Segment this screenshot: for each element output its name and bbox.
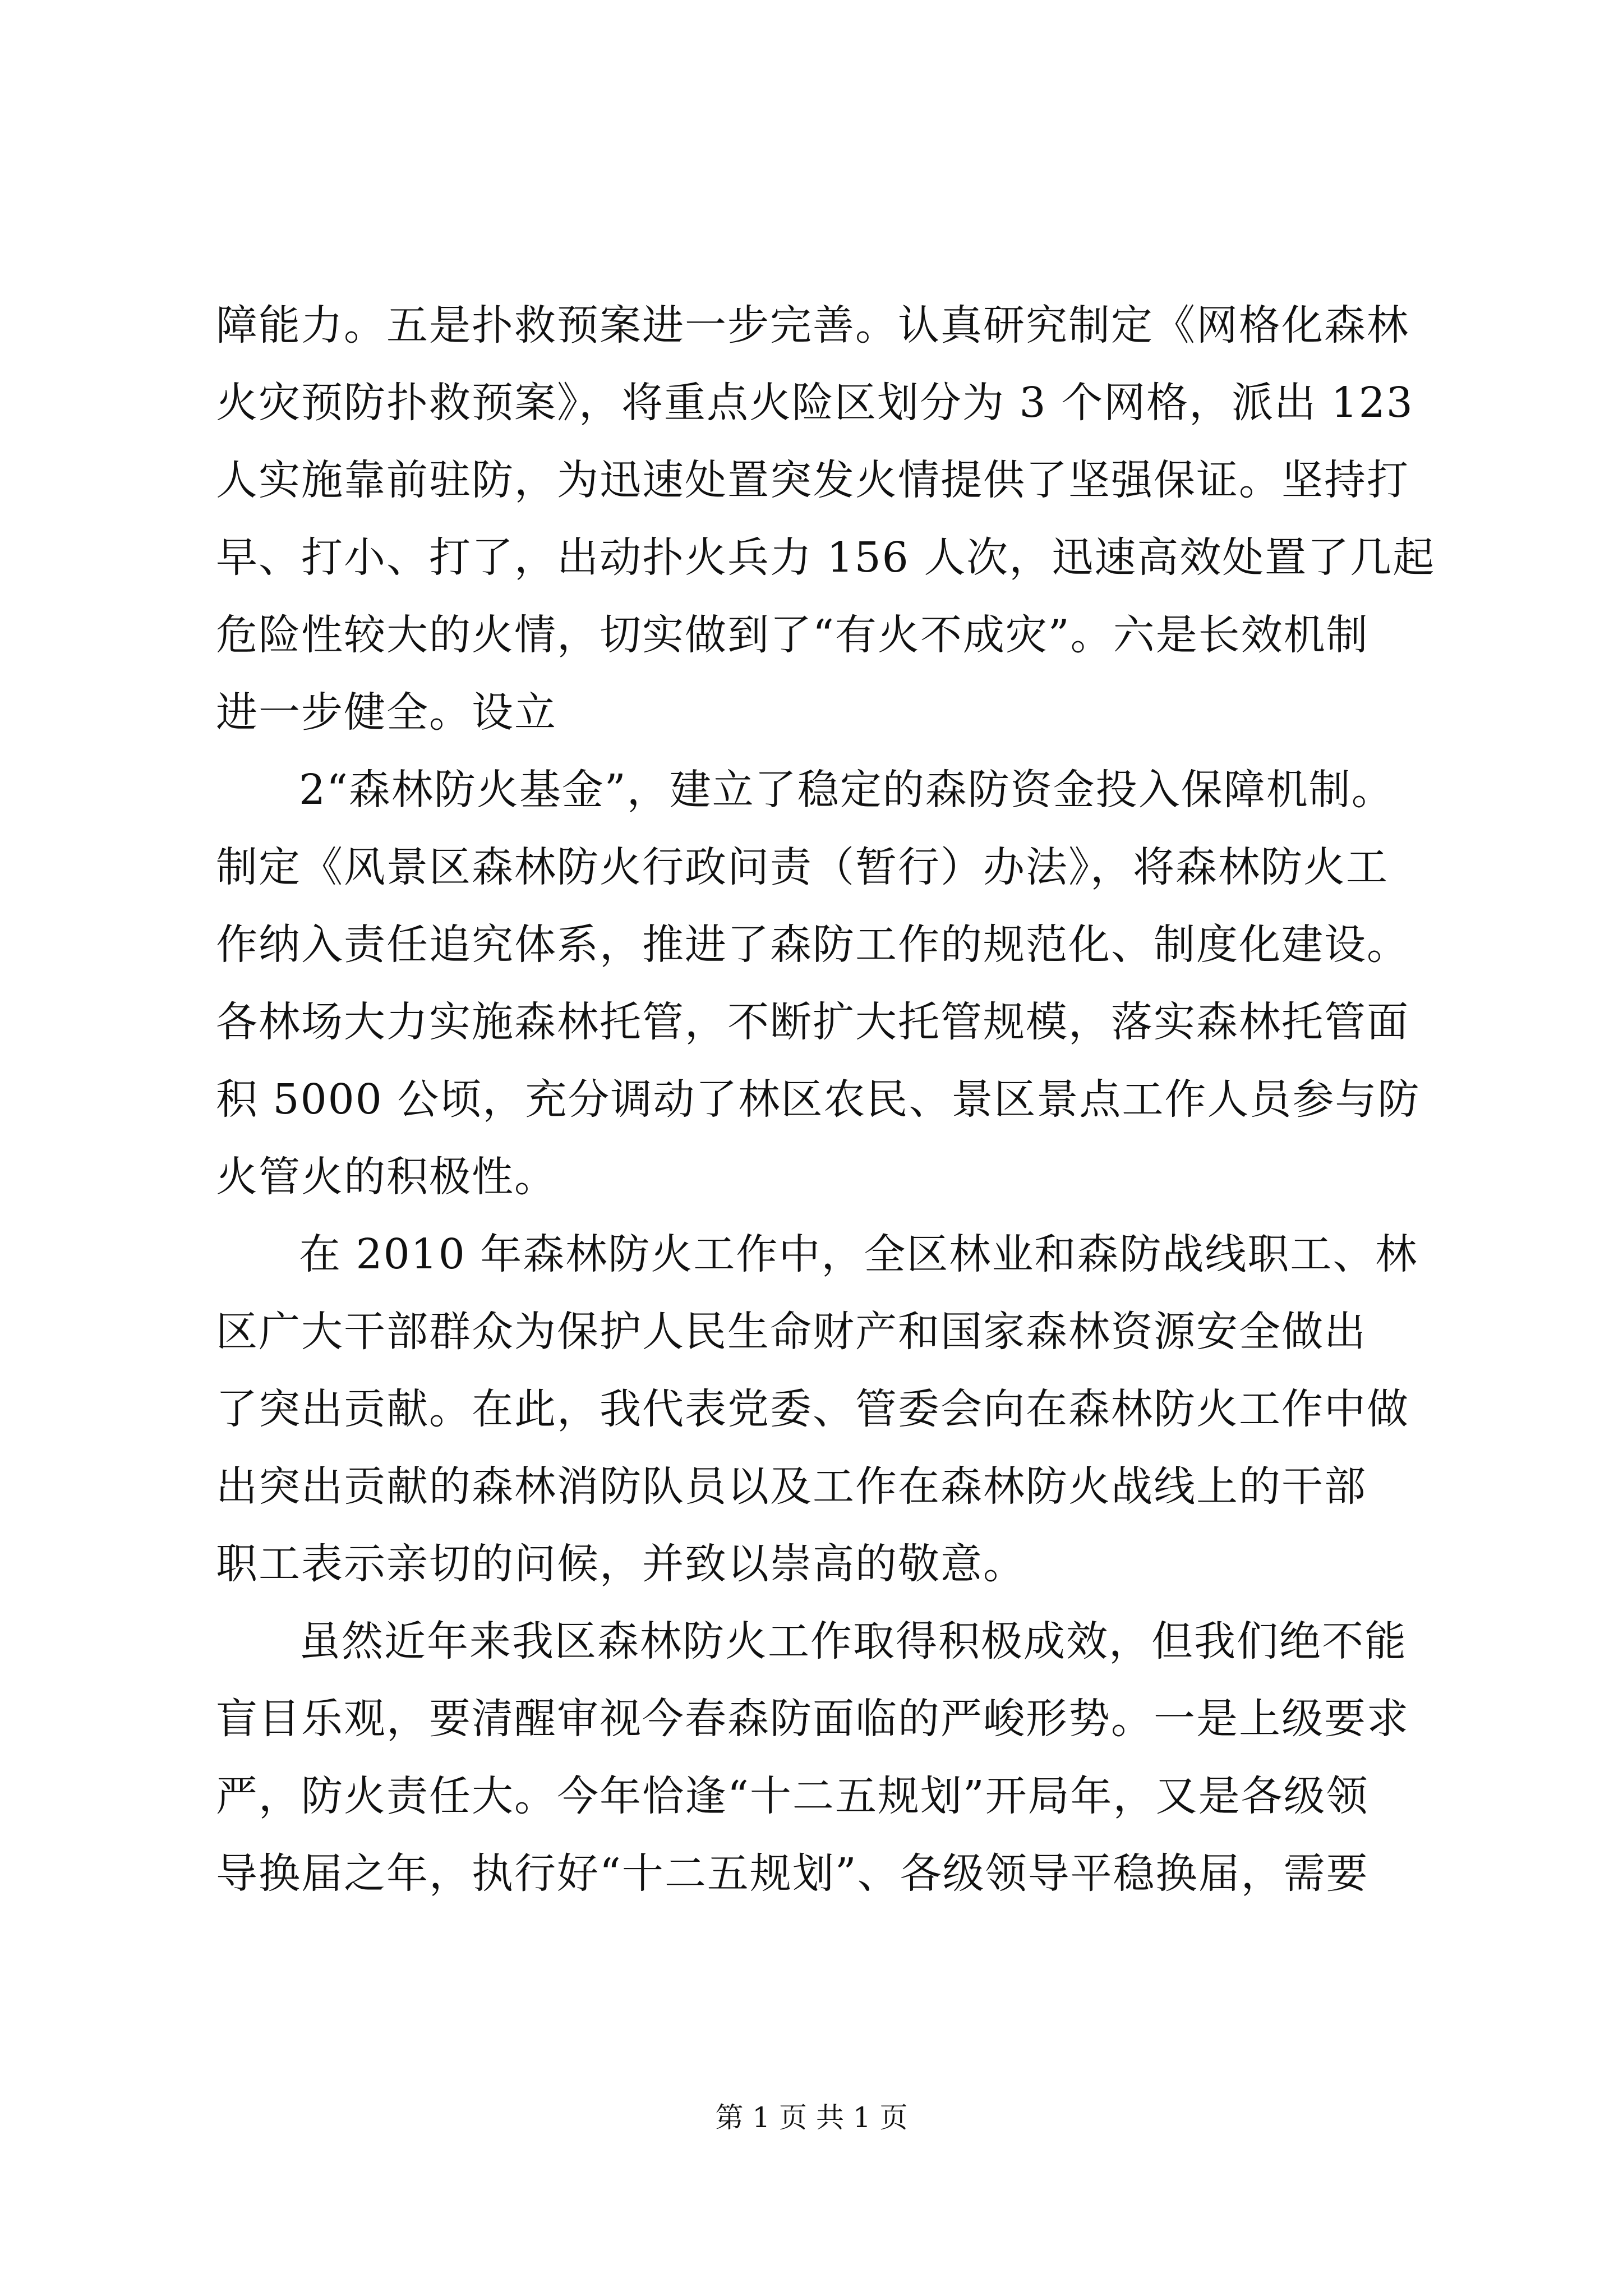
text-line: 作纳入责任追究体系，推进了森防工作的规范化、制度化建设。 — [216, 921, 1409, 969]
text-line: 障能力。五是扑救预案进一步完善。认真研究制定《网格化森林 — [216, 301, 1409, 349]
text-line: 火管火的积极性。 — [216, 1153, 557, 1201]
text-line: 火灾预防扑救预案》，将重点火险区划分为 3 个网格，派出 123 — [216, 379, 1414, 427]
text-line: 人实施靠前驻防，为迅速处置突发火情提供了坚强保证。坚持打 — [216, 456, 1409, 504]
text-line: 导换届之年，执行好“十二五规划”、各级领导平稳换届，需要 — [216, 1849, 1369, 1898]
text-line: 了突出贡献。在此，我代表党委、管委会向在森林防火工作中做 — [216, 1385, 1409, 1433]
text-line: 制定《风景区森林防火行政问责（暂行）办法》，将森林防火工 — [216, 843, 1389, 891]
text-line: 危险性较大的火情，切实做到了“有火不成灾”。六是长效机制 — [216, 611, 1369, 659]
text-line: 早、打小、打了，出动扑火兵力 156 人次，迅速高效处置了几起 — [216, 533, 1436, 582]
text-line: 职工表示亲切的问候，并致以崇高的敬意。 — [216, 1540, 1026, 1588]
text-line: 区广大干部群众为保护人民生命财产和国家森林资源安全做出 — [216, 1308, 1367, 1356]
text-line: 出突出贡献的森林消防队员以及工作在森林防火战线上的干部 — [216, 1462, 1367, 1511]
paragraph-start-line: 虽然近年来我区森林防火工作取得积极成效，但我们绝不能 — [299, 1617, 1407, 1665]
text-line: 进一步健全。设立 — [216, 688, 557, 737]
paragraph-start-line: 在 2010 年森林防火工作中，全区林业和森防战线职工、林 — [299, 1230, 1418, 1278]
text-line: 严，防火责任大。今年恰逢“十二五规划”开局年，又是各级领 — [216, 1772, 1369, 1820]
text-line: 积 5000 公顷，充分调动了林区农民、景区景点工作人员参与防 — [216, 1075, 1421, 1124]
page-number-footer: 第 1 页 共 1 页 — [715, 2101, 908, 2134]
paragraph-start-line: 2“森林防火基金”，建立了稳定的森防资金投入保障机制。 — [299, 766, 1394, 814]
text-line: 盲目乐观，要清醒审视今春森防面临的严峻形势。一是上级要求 — [216, 1695, 1409, 1743]
text-line: 各林场大力实施森林托管，不断扩大托管规模，落实森林托管面 — [216, 998, 1409, 1046]
